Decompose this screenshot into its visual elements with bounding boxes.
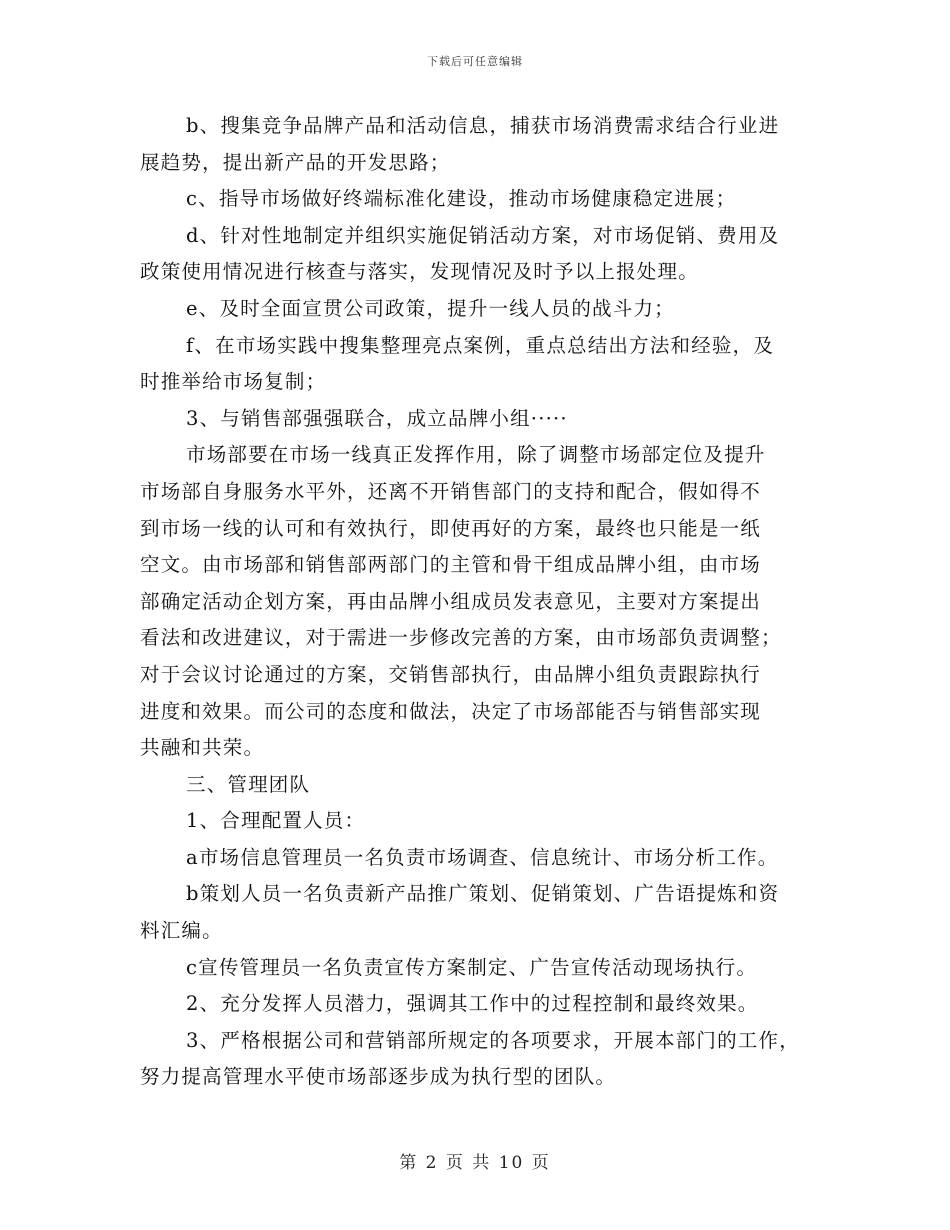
page-header: 下载后可任意编辑 [427,55,523,68]
text-line: f、在市场实践中搜集整理亮点案例，重点总结出方法和经验，及 [186,333,775,357]
text-line: d、针对性地制定并组织实施促销活动方案，对市场促销、费用及 [186,223,780,247]
text-line: a市场信息管理员一名负责市场调查、信息统计、市场分析工作。 [186,845,779,869]
text-line: 市场部自身服务水平外，还离不开销售部门的支持和配合，假如得不 [140,479,762,503]
text-line: e、及时全面宣贯公司政策，提升一线人员的战斗力； [186,296,675,320]
text-line: 到市场一线的认可和有效执行，即使再好的方案，最终也只能是一纸 [140,516,762,540]
text-line: 3、严格根据公司和营销部所规定的各项要求，开展本部门的工作， [186,1028,800,1052]
text-line: 展趋势，提出新产品的开发思路； [140,150,451,174]
page-footer: 第 2 页 共 10 页 [399,1153,551,1173]
text-line: 进度和效果。而公司的态度和做法，决定了市场部能否与销售部实现 [140,699,762,723]
text-line: 努力提高管理水平使市场部逐步成为执行型的团队。 [140,1065,617,1089]
text-line: c宣传管理员一名负责宣传方案制定、广告宣传活动现场执行。 [186,955,758,979]
text-line: 共融和共荣。 [140,736,265,760]
text-line: 部确定活动企划方案，再由品牌小组成员发表意见，主要对方案提出 [140,589,762,613]
document-body [140,108,820,1096]
text-line: 三、管理团队 [186,772,311,796]
text-line: 对于会议讨论通过的方案，交销售部执行，由品牌小组负责跟踪执行 [140,662,762,686]
text-line: 空文。由市场部和销售部两部门的主管和骨干组成品牌小组，由市场 [140,553,762,577]
text-line: 市场部要在市场一线真正发挥作用，除了调整市场部定位及提升 [186,443,766,467]
text-line: 看法和改进建议，对于需进一步修改完善的方案，由市场部负责调整； [140,626,782,650]
text-line: 1、合理配置人员： [186,809,366,833]
text-line: 时推举给市场复制； [140,370,327,394]
text-line: b策划人员一名负责新产品推广策划、促销策划、广告语提炼和资 [186,882,780,906]
text-line: 料汇编。 [140,919,223,943]
text-line: 政策使用情况进行核查与落实，发现情况及时予以上报处理。 [140,260,699,284]
text-line: c、指导市场做好终端标准化建设，推动市场健康稳定进展； [186,187,737,211]
text-line: b、搜集竞争品牌产品和活动信息，捕获市场消费需求结合行业进 [186,114,780,137]
text-line: 2、充分发挥人员潜力，强调其工作中的过程控制和最终效果。 [186,992,759,1016]
text-line: 3、与销售部强强联合，成立品牌小组····· [186,406,568,430]
